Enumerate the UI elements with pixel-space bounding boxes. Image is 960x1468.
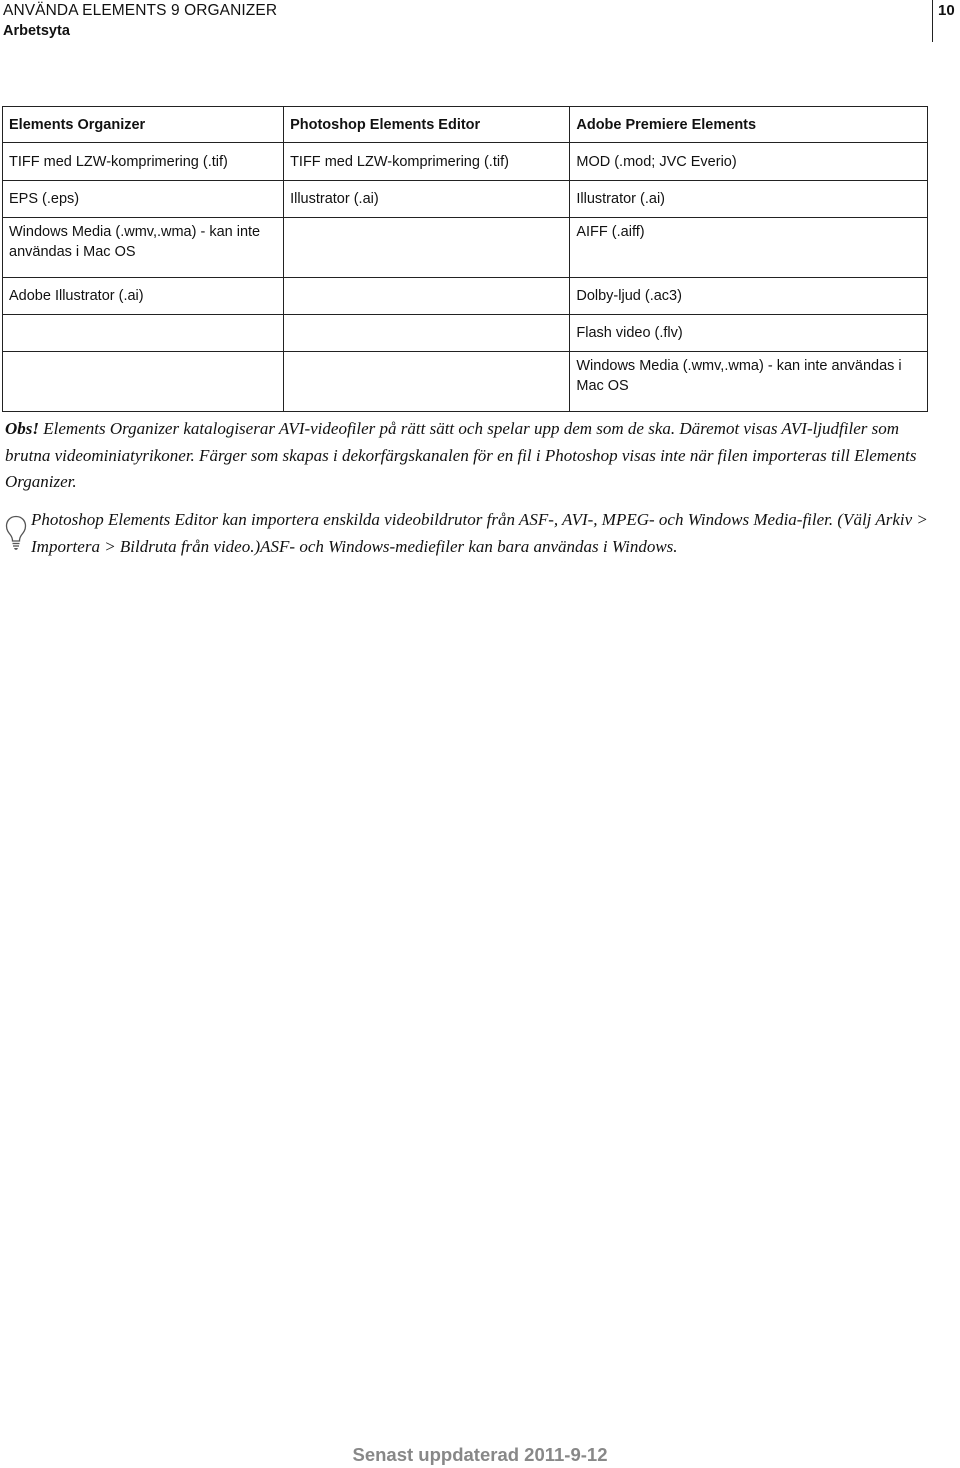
- column-header-organizer: Elements Organizer: [3, 107, 284, 143]
- table-cell: Illustrator (.ai): [570, 181, 928, 218]
- lightbulb-icon: [5, 515, 27, 551]
- table-row: [3, 315, 928, 352]
- table-row: [3, 181, 928, 218]
- table-row: [3, 143, 928, 181]
- header-divider: [932, 0, 933, 42]
- section-title: Arbetsyta: [3, 23, 70, 39]
- file-format-table: [2, 106, 928, 412]
- note-paragraph: [5, 416, 930, 496]
- chapter-title: ANVÄNDA ELEMENTS 9 ORGANIZER: [3, 2, 278, 19]
- table-cell: MOD (.mod; JVC Everio): [570, 143, 928, 181]
- table-cell: Windows Media (.wmv,.wma) - kan inte användas i Mac OS: [570, 352, 928, 412]
- table-cell: TIFF med LZW-komprimering (.tif): [284, 143, 570, 181]
- table-cell: [3, 315, 284, 352]
- table-row: [3, 352, 928, 412]
- page-number: 10: [938, 2, 955, 19]
- tip-paragraph: Photoshop Elements Editor kan importera enskilda videobildrutor från ASF-, AVI-, MPEG- och Windows Media-filer. (Välj Arkiv > Importera > Bildruta från video.)ASF- och Windows-mediefiler kan bara användas i Windows.: [31, 510, 928, 556]
- table-row: [3, 218, 928, 278]
- table-cell: AIFF (.aiff): [570, 218, 928, 278]
- table-cell: [284, 278, 570, 315]
- table-cell: Illustrator (.ai): [284, 181, 570, 218]
- note-text: Elements Organizer katalogiserar AVI-videofiler på rätt sätt och spelar upp dem som de ska. Däremot visas AVI-ljudfiler som brutna videominiatyrikoner. Färger som skapas i dekorfärgskanalen för en fil i Photoshop visas inte när filen importeras till Elements Organizer.: [5, 419, 917, 491]
- table-cell: Dolby-ljud (.ac3): [570, 278, 928, 315]
- table-cell: Windows Media (.wmv,.wma) - kan inte användas i Mac OS: [3, 218, 284, 278]
- table-cell: Adobe Illustrator (.ai): [3, 278, 284, 315]
- table-cell: Flash video (.flv): [570, 315, 928, 352]
- table-header-row: [3, 107, 928, 143]
- last-updated-footer: Senast uppdaterad 2011-9-12: [352, 1444, 608, 1465]
- table-cell: [3, 352, 284, 412]
- table-cell: TIFF med LZW-komprimering (.tif): [3, 143, 284, 181]
- table-cell: EPS (.eps): [3, 181, 284, 218]
- note-label: Obs!: [5, 419, 40, 438]
- table-cell: [284, 352, 570, 412]
- table-cell: [284, 218, 570, 278]
- column-header-editor: Photoshop Elements Editor: [284, 107, 570, 143]
- table-cell: [284, 315, 570, 352]
- table-row: [3, 278, 928, 315]
- column-header-premiere: Adobe Premiere Elements: [570, 107, 928, 143]
